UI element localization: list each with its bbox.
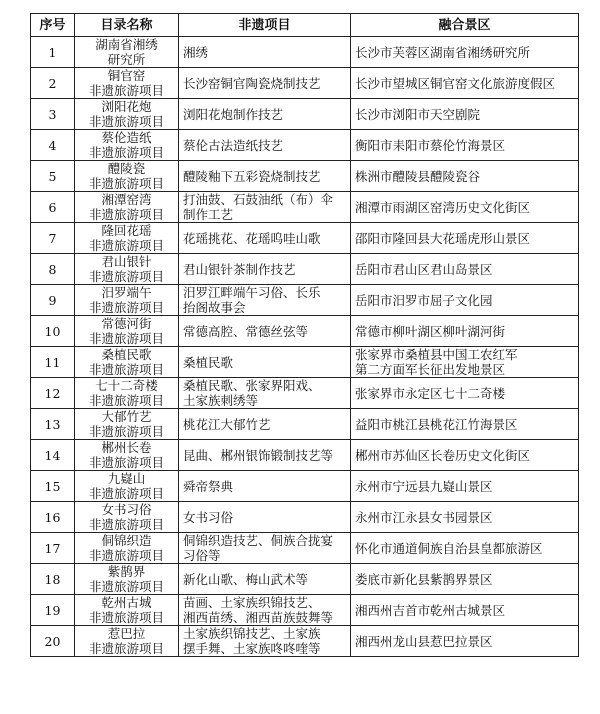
catalog-name-line: 乾州古城 [101,595,152,610]
scenic-area-cell [351,378,579,409]
catalog-name-cell [75,223,179,254]
catalog-name-cell [75,533,179,564]
scenic-area-line: 常德市柳叶湖区柳叶湖河街 [355,323,506,339]
catalog-name-cell [75,161,179,192]
scenic-area-cell [351,37,579,68]
heritage-project-line: 花瑶挑花、花瑶呜哇山歌 [183,230,321,246]
heritage-project-cell [179,564,351,595]
heritage-project-cell [179,409,351,440]
scenic-area-line: 永州市江永县女书园景区 [355,509,493,525]
table-row [31,595,579,626]
header-no: 序号 [31,14,75,37]
row-number: 19 [31,595,75,626]
row-number: 7 [31,223,75,254]
scenic-area-line: 第二方面军长征出发地景区 [355,362,506,377]
catalog-name-line: 湘潭窑湾 [101,192,152,207]
heritage-project-cell [179,223,351,254]
row-number: 2 [31,68,75,99]
catalog-name-line: 汨罗端午 [101,285,152,300]
heritage-project-cell [179,254,351,285]
catalog-name-cell [75,564,179,595]
row-number: 6 [31,192,75,223]
table-row [31,316,579,347]
row-number: 11 [31,347,75,378]
catalog-name-line: 侗锦织造 [101,533,152,548]
table-header-row [31,14,579,37]
scenic-area-line: 永州市宁远县九嶷山景区 [355,478,493,494]
heritage-project-cell [179,37,351,68]
catalog-name-line: 非遗旅游项目 [88,455,164,470]
heritage-project-line: 长沙窑铜官陶瓷烧制技艺 [183,75,321,91]
catalog-name-line: 非遗旅游项目 [88,579,164,594]
scenic-area-line: 长沙市芙蓉区湖南省湘绣研究所 [355,44,531,60]
header-scenic: 融合景区 [351,14,579,37]
catalog-name-cell [75,471,179,502]
scenic-area-line: 娄底市新化县紫鹊界景区 [355,571,493,587]
scenic-area-cell [351,409,579,440]
scenic-area-cell [351,254,579,285]
catalog-name-line: 非遗旅游项目 [88,269,164,284]
scenic-area-cell [351,347,579,378]
table-row [31,533,579,564]
row-number: 13 [31,409,75,440]
catalog-name-cell [75,595,179,626]
catalog-name-line: 女书习俗 [101,502,152,517]
catalog-name-line: 非遗旅游项目 [88,83,164,98]
scenic-area-line: 邵阳市隆回县大花瑶虎形山景区 [355,230,531,246]
catalog-name-line: 桑植民歌 [101,347,152,362]
heritage-project-cell [179,285,351,316]
heritage-project-line: 土家族织锦技艺、土家族 [183,626,321,641]
catalog-name-line: 非遗旅游项目 [88,610,164,625]
catalog-name-line: 非遗旅游项目 [88,300,164,315]
heritage-project-line: 摆手舞、土家族咚咚喹等 [183,641,321,656]
heritage-project-line: 女书习俗 [183,509,234,525]
scenic-area-cell [351,192,579,223]
table-row [31,409,579,440]
scenic-area-cell [351,533,579,564]
scenic-area-line: 衡阳市耒阳市蔡伦竹海景区 [355,137,506,153]
row-number: 4 [31,130,75,161]
catalog-name-line: 非遗旅游项目 [88,331,164,346]
catalog-name-line: 隆回花瑶 [101,223,152,238]
scenic-area-cell [351,440,579,471]
table-row [31,378,579,409]
row-number: 15 [31,471,75,502]
scenic-area-cell [351,99,579,130]
heritage-project-cell [179,595,351,626]
catalog-name-line: 非遗旅游项目 [88,238,164,253]
row-number: 12 [31,378,75,409]
heritage-project-line: 蔡伦古法造纸技艺 [183,137,284,153]
scenic-area-line: 株洲市醴陵县醴陵瓷谷 [355,168,481,184]
heritage-project-line: 抬阁故事会 [183,300,246,315]
header-heritage: 非遗项目 [179,14,351,37]
catalog-name-line: 非遗旅游项目 [88,393,164,408]
heritage-project-line: 新化山歌、梅山武术等 [183,571,309,587]
catalog-name-line: 非遗旅游项目 [88,362,164,377]
catalog-name-line: 非遗旅游项目 [88,207,164,222]
table-row [31,99,579,130]
catalog-name-cell [75,347,179,378]
scenic-area-cell [351,316,579,347]
row-number: 20 [31,626,75,657]
heritage-project-cell [179,347,351,378]
heritage-project-line: 君山银针茶制作技艺 [183,261,296,277]
catalog-name-line: 君山银针 [101,254,152,269]
heritage-project-line: 侗锦织造技艺、侗族合拢宴 [183,533,334,548]
catalog-name-line: 郴州长卷 [101,440,152,455]
heritage-project-line: 湘绣 [183,44,209,60]
scenic-area-cell [351,564,579,595]
scenic-area-line: 湘潭市雨湖区窑湾历史文化街区 [355,199,531,215]
row-number: 18 [31,564,75,595]
heritage-project-cell [179,192,351,223]
scenic-area-cell [351,595,579,626]
catalog-name-cell [75,192,179,223]
heritage-project-line: 打油鼓、石鼓油纸（布）伞 [183,192,334,207]
catalog-name-line: 常德河街 [101,316,152,331]
catalog-name-line: 非遗旅游项目 [88,548,164,563]
table-row [31,223,579,254]
scenic-area-cell [351,502,579,533]
heritage-project-line: 苗画、土家族织锦技艺、 [183,595,321,610]
scenic-area-line: 张家界市桑植县中国工农红军 [355,347,518,362]
heritage-project-line: 桑植民歌、张家界阳戏、 [183,378,321,393]
catalog-name-cell [75,440,179,471]
header-name: 目录名称 [75,14,179,37]
scenic-area-line: 长沙市望城区铜官窑文化旅游度假区 [355,75,556,91]
row-number: 5 [31,161,75,192]
heritage-project-cell [179,378,351,409]
catalog-name-cell [75,68,179,99]
catalog-name-line: 研究所 [107,52,146,67]
catalog-name-line: 非遗旅游项目 [88,114,164,129]
catalog-name-cell [75,99,179,130]
table-row [31,192,579,223]
scenic-area-line: 益阳市桃江县桃花江竹海景区 [355,416,518,432]
scenic-area-line: 长沙市浏阳市天空剧院 [355,106,481,122]
row-number: 17 [31,533,75,564]
scenic-area-line: 岳阳市汨罗市屈子文化园 [355,292,493,308]
heritage-tourism-table [30,13,579,657]
heritage-project-cell [179,316,351,347]
catalog-name-line: 惹巴拉 [107,626,146,641]
scenic-area-line: 湘西州龙山县惹巴拉景区 [355,633,493,649]
catalog-name-line: 醴陵瓷 [107,161,146,176]
heritage-project-cell [179,440,351,471]
catalog-name-line: 九嶷山 [107,471,146,486]
table-row [31,564,579,595]
catalog-name-line: 浏阳花炮 [101,99,152,114]
scenic-area-cell [351,285,579,316]
table-row [31,626,579,657]
scenic-area-cell [351,130,579,161]
heritage-project-cell [179,502,351,533]
table-body [31,37,579,657]
catalog-name-line: 七十二奇楼 [95,378,158,393]
heritage-project-cell [179,533,351,564]
catalog-name-cell [75,285,179,316]
catalog-name-line: 非遗旅游项目 [88,176,164,191]
scenic-area-line: 湘西州吉首市乾州古城景区 [355,602,506,618]
catalog-name-cell [75,378,179,409]
catalog-name-line: 湖南省湘绣 [95,37,158,52]
heritage-project-line: 桃花江大郁竹艺 [183,416,271,432]
catalog-name-cell [75,409,179,440]
row-number: 9 [31,285,75,316]
catalog-name-line: 紫鹊界 [107,564,146,579]
heritage-project-line: 醴陵釉下五彩瓷烧制技艺 [183,168,321,184]
heritage-project-line: 桑植民歌 [183,354,234,370]
scenic-area-line: 怀化市通道侗族自治县皇都旅游区 [355,540,543,556]
table-row [31,130,579,161]
heritage-project-line: 土家族刺绣等 [183,393,259,408]
heritage-project-cell [179,130,351,161]
catalog-name-line: 蔡伦造纸 [101,130,152,145]
row-number: 3 [31,99,75,130]
heritage-project-cell [179,626,351,657]
table-row [31,37,579,68]
catalog-name-cell [75,37,179,68]
heritage-project-cell [179,161,351,192]
catalog-name-cell [75,502,179,533]
heritage-project-cell [179,471,351,502]
heritage-project-cell [179,68,351,99]
table-row [31,68,579,99]
catalog-name-line: 非遗旅游项目 [88,145,164,160]
row-number: 8 [31,254,75,285]
catalog-name-line: 铜官窑 [107,68,146,83]
row-number: 16 [31,502,75,533]
table-row [31,440,579,471]
table-row [31,471,579,502]
catalog-name-cell [75,626,179,657]
scenic-area-line: 郴州市苏仙区长卷历史文化街区 [355,447,531,463]
document-page [30,13,578,657]
catalog-name-line: 非遗旅游项目 [88,517,164,532]
catalog-name-line: 非遗旅游项目 [88,486,164,501]
row-number: 10 [31,316,75,347]
catalog-name-cell [75,254,179,285]
heritage-project-line: 习俗等 [183,548,221,563]
heritage-project-line: 舜帝祭典 [183,478,234,494]
catalog-name-line: 非遗旅游项目 [88,424,164,439]
scenic-area-line: 岳阳市君山区君山岛景区 [355,261,493,277]
heritage-project-line: 常德高腔、常德丝弦等 [183,323,309,339]
row-number: 14 [31,440,75,471]
scenic-area-line: 张家界市永定区七十二奇楼 [355,385,506,401]
table-row [31,347,579,378]
table-row [31,161,579,192]
heritage-project-line: 湘西苗绣、湘西苗族鼓舞等 [183,610,334,625]
catalog-name-line: 大郁竹艺 [101,409,152,424]
scenic-area-cell [351,626,579,657]
scenic-area-cell [351,68,579,99]
table-row [31,254,579,285]
heritage-project-line: 制作工艺 [183,207,234,222]
catalog-name-cell [75,130,179,161]
row-number: 1 [31,37,75,68]
table-row [31,285,579,316]
scenic-area-cell [351,223,579,254]
catalog-name-line: 非遗旅游项目 [88,641,164,656]
catalog-name-cell [75,316,179,347]
heritage-project-line: 汨罗江畔端午习俗、长乐 [183,285,321,300]
scenic-area-cell [351,471,579,502]
heritage-project-line: 昆曲、郴州银饰锻制技艺等 [183,447,334,463]
heritage-project-cell [179,99,351,130]
heritage-project-line: 浏阳花炮制作技艺 [183,106,284,122]
table-row [31,502,579,533]
scenic-area-cell [351,161,579,192]
